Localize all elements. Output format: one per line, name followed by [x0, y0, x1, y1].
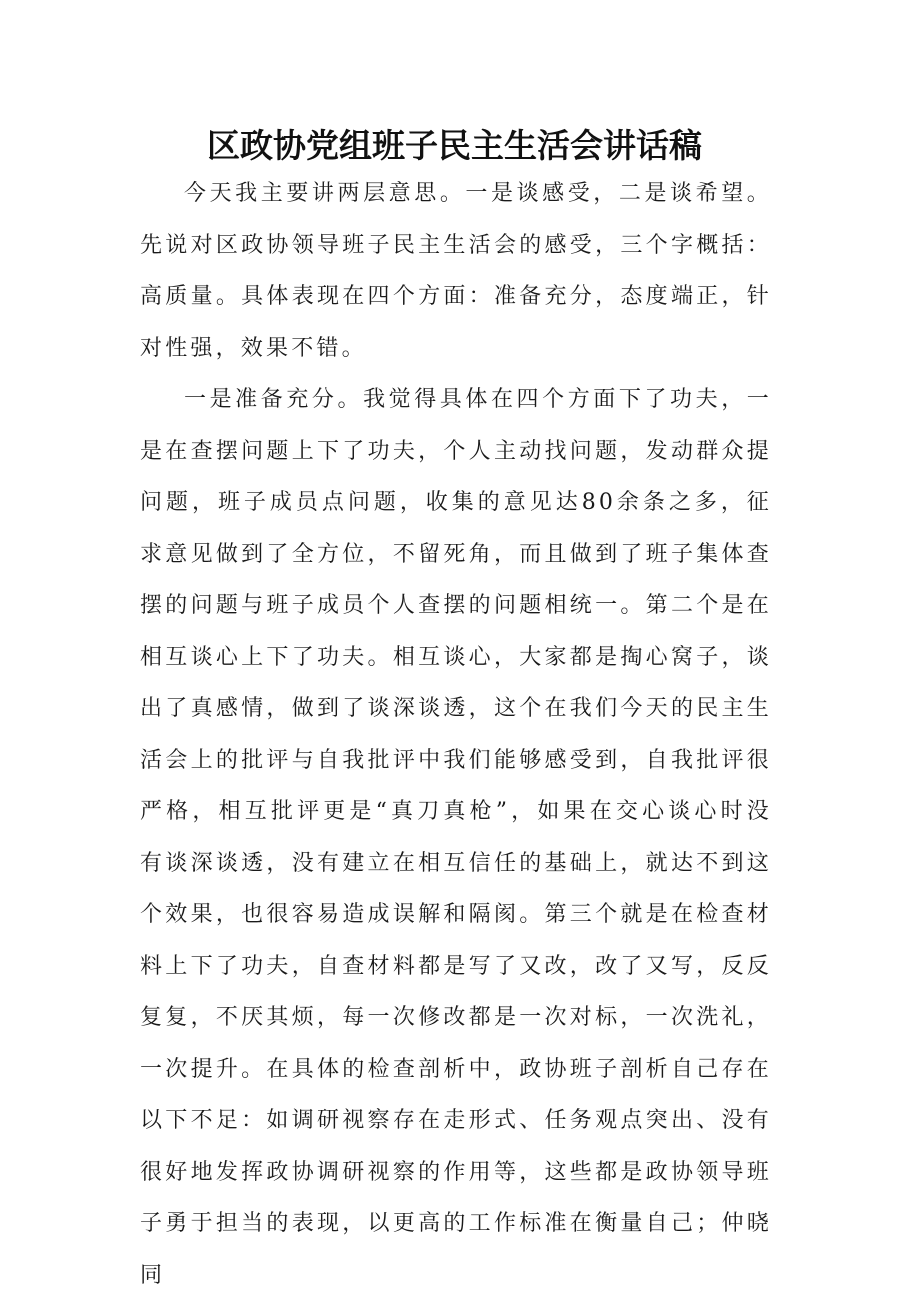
paragraph-intro: 今天我主要讲两层意思。一是谈感受，二是谈希望。先说对区政协领导班子民主生活会的感受，三个字概括：高质量。具体表现在四个方面：准备充分，态度端正，针对性强，效果不错。	[140, 181, 772, 361]
document-title: 区政协党组班子民主生活会讲话稿	[207, 126, 702, 165]
document-body	[140, 168, 772, 1301]
paragraph-preparation: 一是准备充分。我觉得具体在四个方面下了功夫，一是在查摆问题上下了功夫，个人主动找问题，发动群众提问题，班子成员点问题，收集的意见达80余条之多，征求意见做到了全方位，不留死角，而且做到了班子集体查摆的问题与班子成员个人查摆的问题相统一。第二个是在相互谈心上下了功夫。相互谈心，大家都是掏心窝子，谈出了真感情，做到了谈深谈透，这个在我们今天的民主生活会上的批评与自我批评中我们能够感受到，自我批评很严格，相互批评更是“真刀真枪”，如果在交心谈心时没有谈深谈透，没有建立在相互信任的基础上，就达不到这个效果，也很容易造成误解和隔阂。第三个就是在检查材料上下了功夫，自查材料都是写了又改，改了又写，反反复复，不厌其烦，每一次修改都是一次对标，一次洗礼，一次提升。在具体的检查剖析中，政协班子剖析自己存在以下不足：如调研视察存在走形式、任务观点突出、没有很好地发挥政协调研视察的作用等，这些都是政协领导班子勇于担当的表现，以更高的工作标准在衡量自己；仲晓同	[140, 387, 772, 1288]
